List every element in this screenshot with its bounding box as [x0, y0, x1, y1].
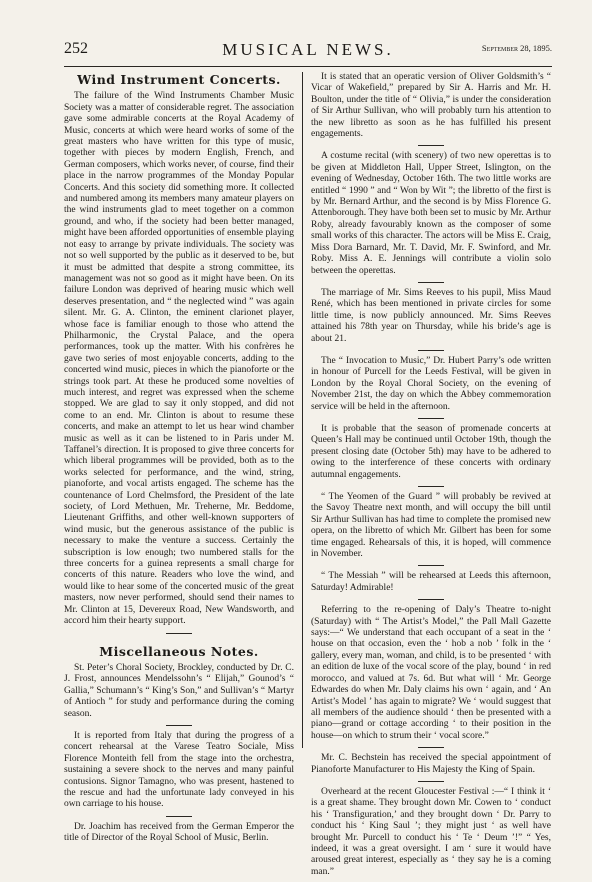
issue-date: September 28, 1895. [481, 43, 552, 53]
section-title-wind-concerts: Wind Instrument Concerts. [77, 72, 281, 87]
item-divider [418, 282, 444, 283]
article-paragraph: It is reported from Italy that during the progress of a concert rehearsal at the Varese Teatro Sociale, Miss Florence Monteith fell from the stage into the orchestra, sustaining a severe shock to the nerves and many painful contusions. Signor Tamagno, who was present, hastened to the rescue and had the unfortunate lady conveyed in his own carriage to his house. [64, 730, 294, 810]
item-divider [418, 418, 444, 419]
article-paragraph: A costume recital (with scenery) of two new operettas is to be given at Middleton Hall, Upper Street, Islington, on the evening of Wednesday, October 16th. The two little works are entitled “ 1990 ” and “ Won by Wit ”; the libretto of the first is by Mr. Bernard Arthur, and the second is by Miss Florence G. Attenborough. They have both been set to music by Mr. Arthur Roby, already favourably known as the composer of some small works of this character. The actors will be Miss E. Craig, Miss Dora Barnard, Mr. T. David, Mr. F. Swinford, and Mr. Roby. Miss A. E. Jennings will contribute a violin solo between the operettas. [311, 151, 551, 276]
article-paragraph: Overheard at the recent Gloucester Festival :—“ I think it ‘ is a great shame. They brought down Mr. Cowen to ‘ conduct his ‘ Transfiguration,’ and they brought down ‘ Dr. Parry to conduct his ‘ King Saul ’; they might just ‘ as well have brought Mr. Purcell to conduct his ‘ Te ‘ Deum ’!” “ Yes, indeed, it was a great oversight. I am ‘ sure it would have aroused great interest, especially as ‘ they say he is a coming man.” [311, 786, 551, 877]
page-number: 252 [64, 40, 88, 57]
item-divider [418, 599, 444, 600]
article-paragraph: The marriage of Mr. Sims Reeves to his pupil, Miss Maud René, which has been mentioned in private circles for some little time, is now publicly announced. Mr. Sims Reeves attained his 78th year on Thursday, while his bride’s age is about 21. [311, 287, 551, 344]
item-divider [166, 725, 192, 726]
article-paragraph: Dr. Joachim has received from the German Emperor the title of Director of the Royal School of Music, Berlin. [64, 821, 294, 844]
article-paragraph: St. Peter’s Choral Society, Brockley, conducted by Dr. C. J. Frost, announces Mendelssohn’s “ Elijah,” Gounod’s “ Gallia,” Schumann’s “ King’s Son,” and Sullivan’s “ Martyr of Antioch ” for study and performance during the coming season. [64, 662, 294, 719]
article-paragraph: Referring to the re-opening of Daly’s Theatre to-night (Saturday) with “ The Artist’s Model,” the Pall Mall Gazette says:—“ We understand that each occupant of a seat in the ‘ house on that occasion, even the ‘ hob a nob ’ folk in the ‘ gallery, every man, woman, and child, is to be presented ‘ with an edition de luxe of the vocal score of the play, bound ‘ in red morocco, and valued at 7s. 6d. But what will ‘ Mr. George Edwardes do when Mr. Daly claims his own ‘ again, and ‘ An Artist’s Model ’ has again to migrate? We ‘ would suggest that all members of the audience should ‘ then be presented with a piano—grand or cottage according ‘ to their position in the house—on which to strum their ‘ vocal score.” [311, 605, 551, 741]
item-divider [418, 747, 444, 748]
item-divider [418, 350, 444, 351]
item-divider [418, 781, 444, 782]
article-paragraph: It is probable that the season of promenade concerts at Queen’s Hall may be continued until October 19th, though the present closing date (October 5th) may have to be adhered to owing to the interference of these concerts with ordinary autumnal engagements. [311, 423, 551, 480]
item-divider [418, 565, 444, 566]
right-column [311, 72, 551, 882]
page-header [64, 40, 552, 64]
item-divider [418, 486, 444, 487]
masthead: MUSICAL NEWS. [222, 40, 394, 59]
item-divider [166, 816, 192, 817]
article-paragraph: “ The Messiah ” will be rehearsed at Leeds this afternoon, Saturday! Admirable! [311, 571, 551, 593]
section-title-misc-notes: Miscellaneous Notes. [99, 643, 259, 659]
article-paragraph: The failure of the Wind Instruments Chamber Music Society was a matter of considerable regret. The association gave some admirable concerts at the Royal Academy of Music, concerts at which were heard works of some of the great masters who have written for this type of music, together with pieces by modern English, French, and German composers, which works never, of course, find their place in the narrow programmes of the Monday Popular Concerts. And this society did something more. It collected and numbered among its members many amateur players on the wind instruments glad to meet together on a common ground, and who, if the society had been better managed, might have been afforded opportunities of ensemble playing not easy to arrange by private individuals. The society was not so well supported by the public as it deserved to be, but it must be admitted that despite a strong committee, its management was not so good as it might have been. On its failure London was deprived of hearing music which well deserves presentation, and “ the neglected wind ” was again silent. Mr. G. A. Clinton, the eminent clarionet player, whose face is familiar enough to those who attend the Philharmonic, the Crystal Palace, and the opera performances, took up the matter. With his confrères he gave two series of most enjoyable concerts, adding to the concerted wind music, pieces in which the pianoforte or the strings took part. At these he produced some novelties of much interest, and regret was expressed when the scheme stopped. We are glad to say it only stopped, and did not come to an end. Mr. Clinton is about to resume these concerts, and make an attempt to let us hear wind chamber music as well as it can be listened to in Paris under M. Taffanel’s direction. It is proposed to give three concerts for which liberal programmes will be provided, both as to the works selected for performance, and the wind, string, pianoforte, and vocal artists engaged. The scheme has the countenance of Lord Chelmsford, the President of the late society, of Lord Methuen, Mr. Treherne, Mr. Beddome, Lieutenant Griffiths, and other well-known supporters of wind music, but the generous assistance of the public is necessary to make the venture a success. Certainly the subscription is low enough; two numbered stalls for the three concerts for a guinea represents a small charge for concerts of this nature. Readers who love the wind, and would like to hear some of the concerted music of the great masters, now never performed, should send their names to Mr. Clinton at 15, Devereux Road, New Wandsworth, and accord him their hearty support. [64, 91, 294, 627]
left-column [64, 72, 294, 849]
header-rule [64, 66, 552, 67]
section-divider [166, 633, 192, 634]
article-paragraph: “ The Yeomen of the Guard ” will probably be revived at the Savoy Theatre next month, and will occupy the bill until Sir Arthur Sullivan has had time to complete the promised new opera, on the libretto of which Mr. Gilbert has been for some time engaged. Rehearsals of this, it is hoped, will commence in November. [311, 492, 551, 560]
article-paragraph: The “ Invocation to Music,” Dr. Hubert Parry’s ode written in honour of Purcell for the Leeds Festival, will be given in London by the Royal Choral Society, on the evening of November 21st, the day on which the Abbey commemoration service will be held in the afternoon. [311, 355, 551, 412]
article-paragraph: Mr. C. Bechstein has received the special appointment of Pianoforte Manufacturer to His Majesty the King of Spain. [311, 753, 551, 775]
column-divider [302, 72, 303, 748]
article-paragraph: It is stated that an operatic version of Oliver Goldsmith’s “ Vicar of Wakefield,” prepared by Sir A. Harris and Mr. H. Boulton, under the title of “ Olivia,” is under the consideration of Sir Arthur Sullivan, who will probably turn his attention to the new libretto as soon as he has fulfilled his present engagements. [311, 72, 551, 140]
item-divider [418, 145, 444, 146]
